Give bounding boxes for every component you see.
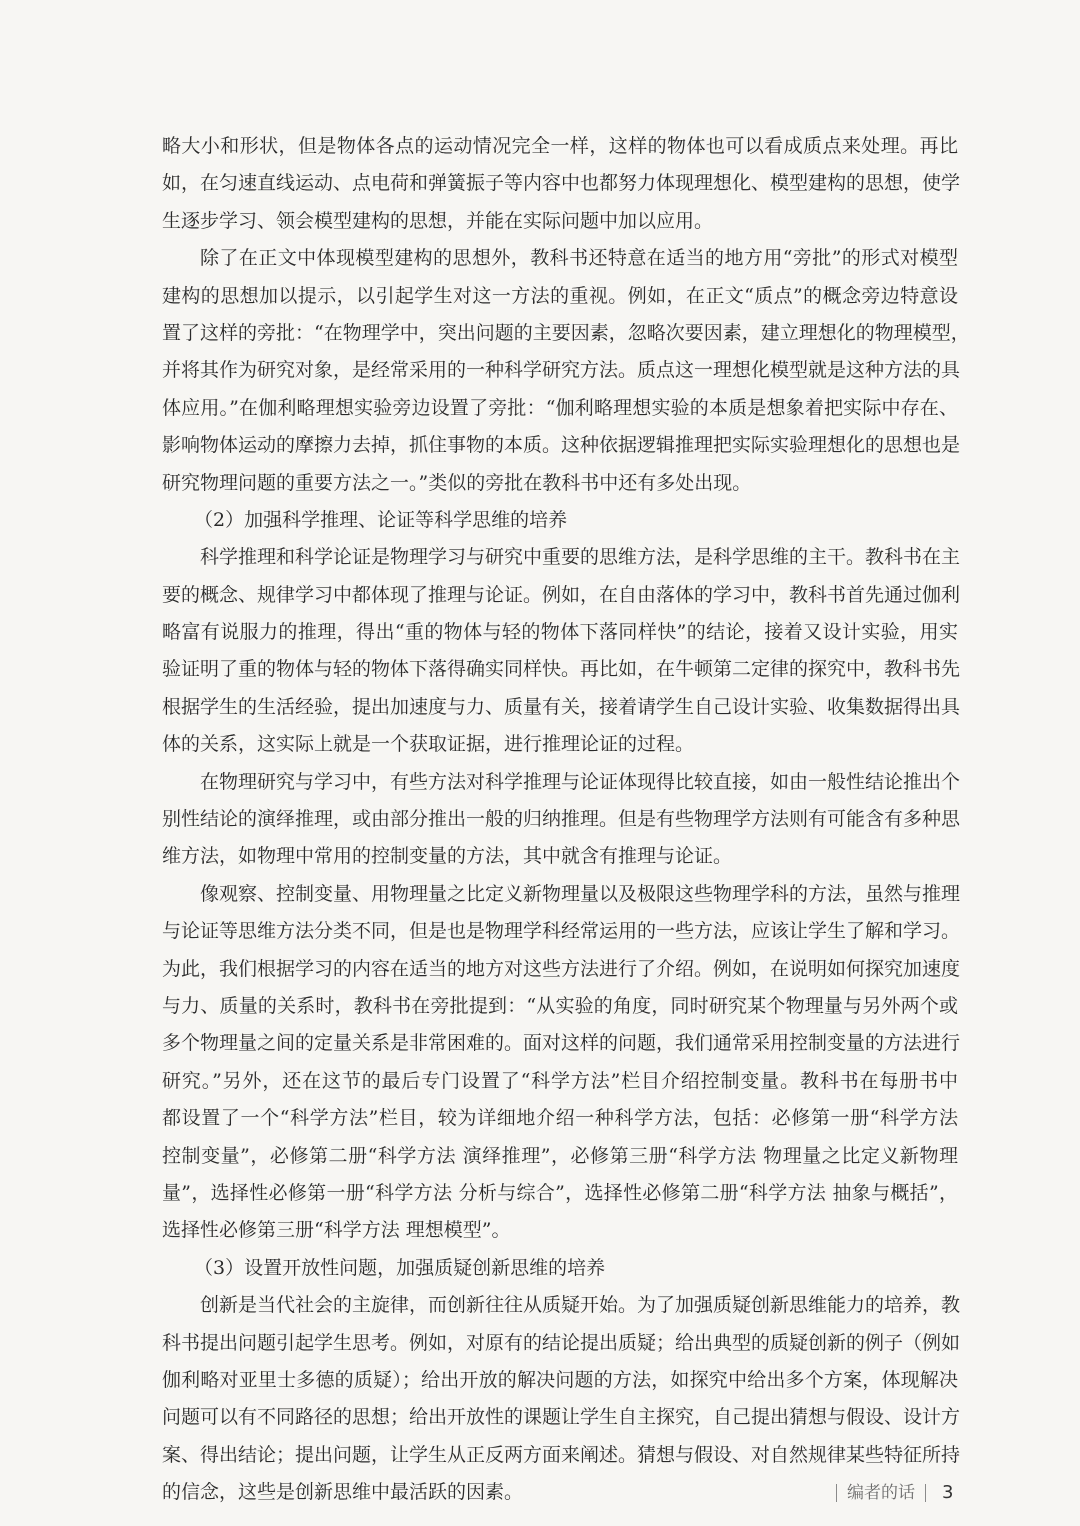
text-line: 多个物理量之间的定量关系是非常困难的。面对这样的问题，我们通常采用控制变量的方法进行 — [162, 1032, 961, 1055]
text-line: 研究。”另外，还在这节的最后专门设置了“科学方法”栏目介绍控制变量。教科书在每册书中 — [162, 1069, 958, 1092]
text-line: 体应用。”在伽利略理想实验旁边设置了旁批：“伽利略理想实验的本质是想象着把实际中存在、 — [162, 396, 958, 419]
text-line: 影响物体运动的摩擦力去掉，抓住事物的本质。这种依据逻辑推理把实际实验理想化的思想也是 — [162, 434, 961, 457]
text-line: 除了在正文中体现模型建构的思想外，教科书还特意在适当的地方用“旁批”的形式对模型 — [200, 247, 958, 270]
text-line: 案、得出结论；提出问题，让学生从正反两方面来阐述。猜想与假设、对自然规律某些特征所持 — [162, 1443, 961, 1466]
footer-divider-right — [925, 1484, 926, 1502]
text-line: 与力、质量的关系时，教科书在旁批提到：“从实验的角度，同时研究某个物理量与另外两个或 — [162, 994, 958, 1017]
text-line: 略富有说服力的推理，得出“重的物体与轻的物体下落同样快”的结论，接着又设计实验，用实 — [162, 621, 958, 644]
page-number: 3 — [942, 1482, 954, 1503]
text-line: 选择性必修第三册“科学方法 理想模型”。 — [162, 1219, 511, 1242]
text-line: 置了这样的旁批：“在物理学中，突出问题的主要因素，忽略次要因素，建立理想化的物理模型， — [162, 321, 970, 344]
text-line: 伽利略对亚里士多德的质疑）；给出开放的解决问题的方法，如探究中给出多个方案，体现解决 — [162, 1368, 958, 1391]
section-heading: （3）设置开放性问题，加强质疑创新思维的培养 — [194, 1256, 606, 1279]
text-line: 在物理研究与学习中，有些方法对科学推理与论证体现得比较直接，如由一般性结论推出个 — [200, 770, 961, 793]
text-line: 量”，选择性必修第一册“科学方法 分析与综合”，选择性必修第二册“科学方法 抽象与概括”， — [162, 1181, 958, 1204]
text-line: 根据学生的生活经验，提出加速度与力、质量有关，接着请学生自己设计实验、收集数据得出具 — [162, 695, 961, 718]
text-line: 控制变量”，必修第二册“科学方法 演绎推理”，必修第三册“科学方法 物理量之比定义新物理 — [162, 1144, 958, 1167]
footer-section-title: 编者的话 — [847, 1483, 915, 1503]
page-footer — [826, 1478, 953, 1508]
text-line: 建构的思想加以提示，以引起学生对这一方法的重视。例如，在正文“质点”的概念旁边特意设 — [162, 284, 958, 307]
text-line: 并将其作为研究对象，是经常采用的一种科学研究方法。质点这一理想化模型就是这种方法的具 — [162, 359, 961, 382]
text-line: 的信念，这些是创新思维中最活跃的因素。 — [162, 1481, 524, 1504]
text-line: 维方法，如物理中常用的控制变量的方法，其中就含有推理与论证。 — [162, 845, 733, 868]
footer-divider-left — [836, 1484, 837, 1502]
text-line: 都设置了一个“科学方法”栏目，较为详细地介绍一种科学方法，包括：必修第一册“科学方法 — [162, 1107, 958, 1130]
text-line: 研究物理问题的重要方法之一。”类似的旁批在教科书中还有多处出现。 — [162, 471, 752, 494]
text-line: 体的关系，这实际上就是一个获取证据，进行推理论证的过程。 — [162, 733, 695, 756]
text-line: 生逐步学习、领会模型建构的思想，并能在实际问题中加以应用。 — [162, 209, 714, 232]
text-line: 科书提出问题引起学生思考。例如，对原有的结论提出质疑；给出典型的质疑创新的例子（例如 — [162, 1331, 961, 1354]
text-line: 科学推理和科学论证是物理学习与研究中重要的思维方法，是科学思维的主干。教科书在主 — [200, 546, 961, 569]
text-line: 问题可以有不同路径的思想；给出开放性的课题让学生自主探究，自己提出猜想与假设、设计方 — [162, 1406, 961, 1429]
text-line: 为此，我们根据学习的内容在适当的地方对这些方法进行了介绍。例如，在说明如何探究加速度 — [162, 957, 961, 980]
text-line: 要的概念、规律学习中都体现了推理与论证。例如，在自由落体的学习中，教科书首先通过伽利 — [162, 583, 961, 606]
text-line: 验证明了重的物体与轻的物体下落得确实同样快。再比如，在牛顿第二定律的探究中，教科书先 — [162, 658, 961, 681]
page-body — [162, 128, 970, 1511]
section-heading: （2）加强科学推理、论证等科学思维的培养 — [194, 508, 568, 531]
text-line: 创新是当代社会的主旋律，而创新往往从质疑开始。为了加强质疑创新思维能力的培养，教 — [200, 1294, 961, 1317]
text-line: 别性结论的演绎推理，或由部分推出一般的归纳推理。但是有些物理学方法则有可能含有多种思 — [162, 808, 961, 831]
text-line: 像观察、控制变量、用物理量之比定义新物理量以及极限这些物理学科的方法，虽然与推理 — [200, 882, 961, 905]
text-line: 如，在匀速直线运动、点电荷和弹簧振子等内容中也都努力体现理想化、模型建构的思想，使学 — [162, 172, 961, 195]
text-line: 略大小和形状，但是物体各点的运动情况完全一样，这样的物体也可以看成质点来处理。再比 — [162, 135, 958, 157]
text-line: 与论证等思维方法分类不同，但是也是物理学科经常运用的一些方法，应该让学生了解和学习。 — [162, 920, 961, 943]
